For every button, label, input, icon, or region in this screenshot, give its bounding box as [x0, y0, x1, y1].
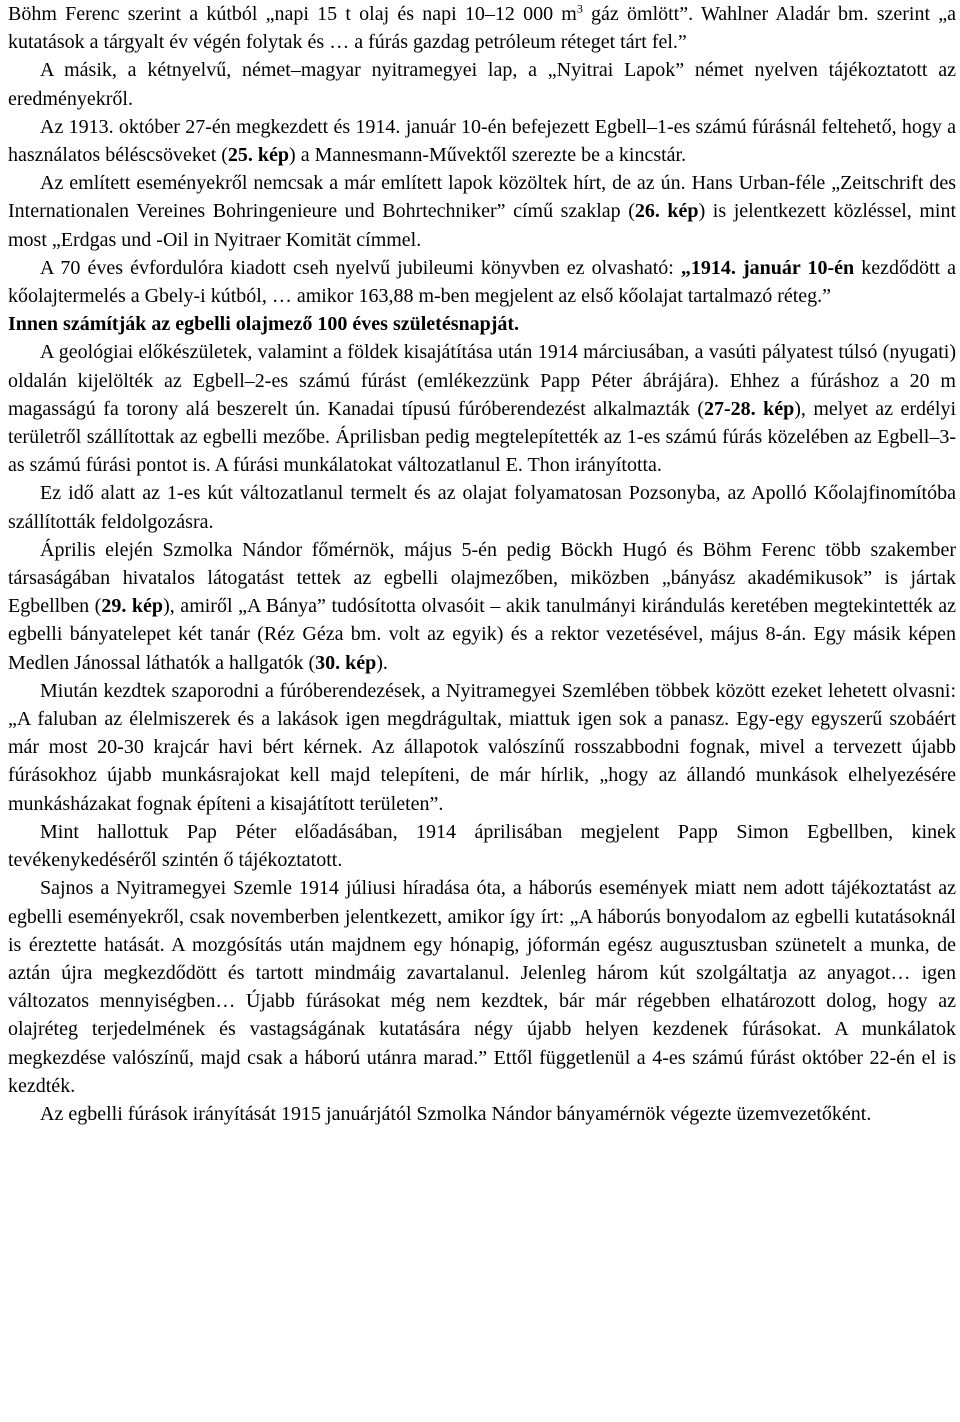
text-run: kezdődött a kőolajtermelés a Gbely-i kútból, … amikor 163,88 m-ben megjelent az első kőolajat tartalmazó réteg.” [8, 256, 956, 308]
text-run: Böhm Ferenc szerint a kútból „napi 15 t olaj és napi 10–12 000 m [8, 3, 577, 25]
text-run: Április elején Szmolka Nándor főmérnök, május 5-én pedig Böckh Hugó és Böhm Ferenc több szakember társaságában hivatalos látogatást tettek az egbelli olajmezőben, miközben „bányász akadémikusok” is jártak Egbellben ( [8, 538, 956, 618]
document-page [8, 0, 956, 1128]
paragraph-p8 [8, 479, 956, 535]
text-run: Az egbelli fúrások irányítását 1915 januárjától Szmolka Nándor bányamérnök végezte üzemvezetőként. [40, 1102, 872, 1125]
text-run: Az 1913. október 27-én megkezdett és 1914. január 10-én befejezett Egbell–1-es számú fúrásnál feltehető, hogy a használatos béléscsöveket ( [8, 115, 956, 167]
paragraph-p2 [8, 56, 956, 112]
paragraph-list [8, 0, 956, 1128]
text-run: Mint hallottuk Pap Péter előadásában, 1914 áprilisában megjelent Papp Simon Egbellben, kinek tevékenykedéséről szintén ő tájékoztatott. [8, 820, 956, 872]
text-run: ), amiről „A Bánya” tudósította olvasóit – akik tanulmányi kirándulás keretében megtekintették az egbelli bányatelepet két tanár (Réz Géza bm. volt az egyik) és a rektor vezetésével, május 8-án. Egy másik képen Medlen Jánossal láthatók a hallgatók ( [8, 595, 956, 674]
paragraph-p10 [8, 677, 956, 818]
bold-text-run: 27-28. kép [704, 397, 795, 420]
bold-text-run: 25. kép [227, 144, 290, 167]
bold-text-run: 26. kép [634, 200, 699, 223]
superscript: 3 [576, 1, 583, 16]
paragraph-p7 [8, 338, 956, 479]
text-run: Az említett eseményekről nemcsak a már említett lapok közöltek hírt, de az ún. Hans Urban-féle „Zeitschrift des Internationalen Vereines Bohringenieure und Bohrtechniker” című szaklap ( [8, 172, 956, 223]
text-run: gáz ömlött”. Wahlner Aladár bm. szerint „a kutatások a tárgyalt év végén folytak és … a fúrás gazdag petróleum réteget tárt fel.” [8, 3, 956, 54]
paragraph-p9 [8, 536, 956, 677]
text-run: A másik, a kétnyelvű, német–magyar nyitramegyei lap, a „Nyitrai Lapok” német nyelven tájékoztatott az eredményekről. [8, 59, 956, 110]
paragraph-p5 [8, 254, 956, 310]
text-run: Sajnos a Nyitramegyei Szemle 1914 júliusi híradása óta, a háborús események miatt nem adott tájékoztatást az egbelli eseményekről, csak novemberben jelentkezett, amikor így írt: „A háborús bonyodalom az egbelli kutatásoknál is éreztette hatását. A mozgósítás után majdnem egy hónapig, jóformán egész augusztusban szünetelt a munka, de aztán újra megkezdődött és tartott mindmáig zavartalanul. Jelenleg három kút szolgáltatja az anyagot… igen változatos mennyiségben… Újabb fúrásokat még nem kezdtek, bár már régebben elhatározott dolog, hogy az olajréteg terjedelmének és vastagságának kutatására négy újabb helyen kezdenek fúrásokat. A munkálatok megkezdése valószínű, majd csak a háború utánra marad.” Ettől függetlenül a 4-es számú fúrást október 22-én el is kezdték. [8, 877, 956, 1097]
bold-text-run: Innen számítják az egbelli olajmező 100 éves születésnapját. [8, 313, 520, 336]
paragraph-p13 [8, 1100, 956, 1128]
paragraph-p1 [8, 0, 956, 56]
text-run: A 70 éves évfordulóra kiadott cseh nyelvű jubileumi könyvben ez olvasható: [40, 256, 681, 279]
paragraph-p4 [8, 169, 956, 254]
text-run: A geológiai előkészületek, valamint a földek kisajátítása után 1914 márciusában, a vasúti pályatest túlsó (nyugati) oldalán kijelölték az Egbell–2-es számú fúrást (emlékezzünk Papp Péter ábrájára). Ehhez a fúráshoz a 20 m magasságú fa torony alá beszerelt ún. Kanadai típusú fúróberendezést alkalmazták ( [8, 341, 956, 420]
text-run: ) a Mannesmann-Művektől szerezte be a kincstár. [289, 144, 687, 167]
text-run: Ez idő alatt az 1-es kút változatlanul termelt és az olajat folyamatosan Pozsonyba, az Apolló Kőolajfinomítóba szállították feldolgozásra. [8, 482, 956, 533]
text-run: ). [376, 651, 388, 674]
text-run: ) is jelentkezett közléssel, mint most „Erdgas und -Oil in Nyitraer Komität címmel. [8, 200, 956, 251]
text-run: ), melyet az erdélyi területről szállítottak az egbelli mezőbe. Áprilisban pedig megtelepítették az 1-es számú fúrás közelében az Egbell–3-as számú fúrási pontot is. A fúrási munkálatokat változatlanul E. Thon irányította. [8, 397, 956, 477]
bold-text-run: 29. kép [101, 595, 164, 618]
text-run: Miután kezdtek szaporodni a fúróberendezések, a Nyitramegyei Szemlében többek között ezeket lehetett olvasni: „A faluban az élelmiszerek és a lakások igen megdrágultak, miattuk igen sok a panasz. Egy-egy egyszerű szobáért már most 20-30 krajcár havi bért kérnek. Az állapotok valószínű rosszabbodni fognak, mivel a tervezett újabb fúrásokhoz újabb munkásrajokat kell majd telepíteni, de már hírlik, „hogy az állandó munkások elhelyezésére munkásházakat fognak építeni a kisajátított területen”. [8, 679, 956, 815]
paragraph-p11 [8, 818, 956, 874]
bold-text-run: „1914. január 10-én [680, 256, 855, 279]
paragraph-p3 [8, 113, 956, 169]
paragraph-p6 [8, 310, 956, 338]
paragraph-p12 [8, 874, 956, 1100]
bold-text-run: 30. kép [315, 651, 377, 674]
